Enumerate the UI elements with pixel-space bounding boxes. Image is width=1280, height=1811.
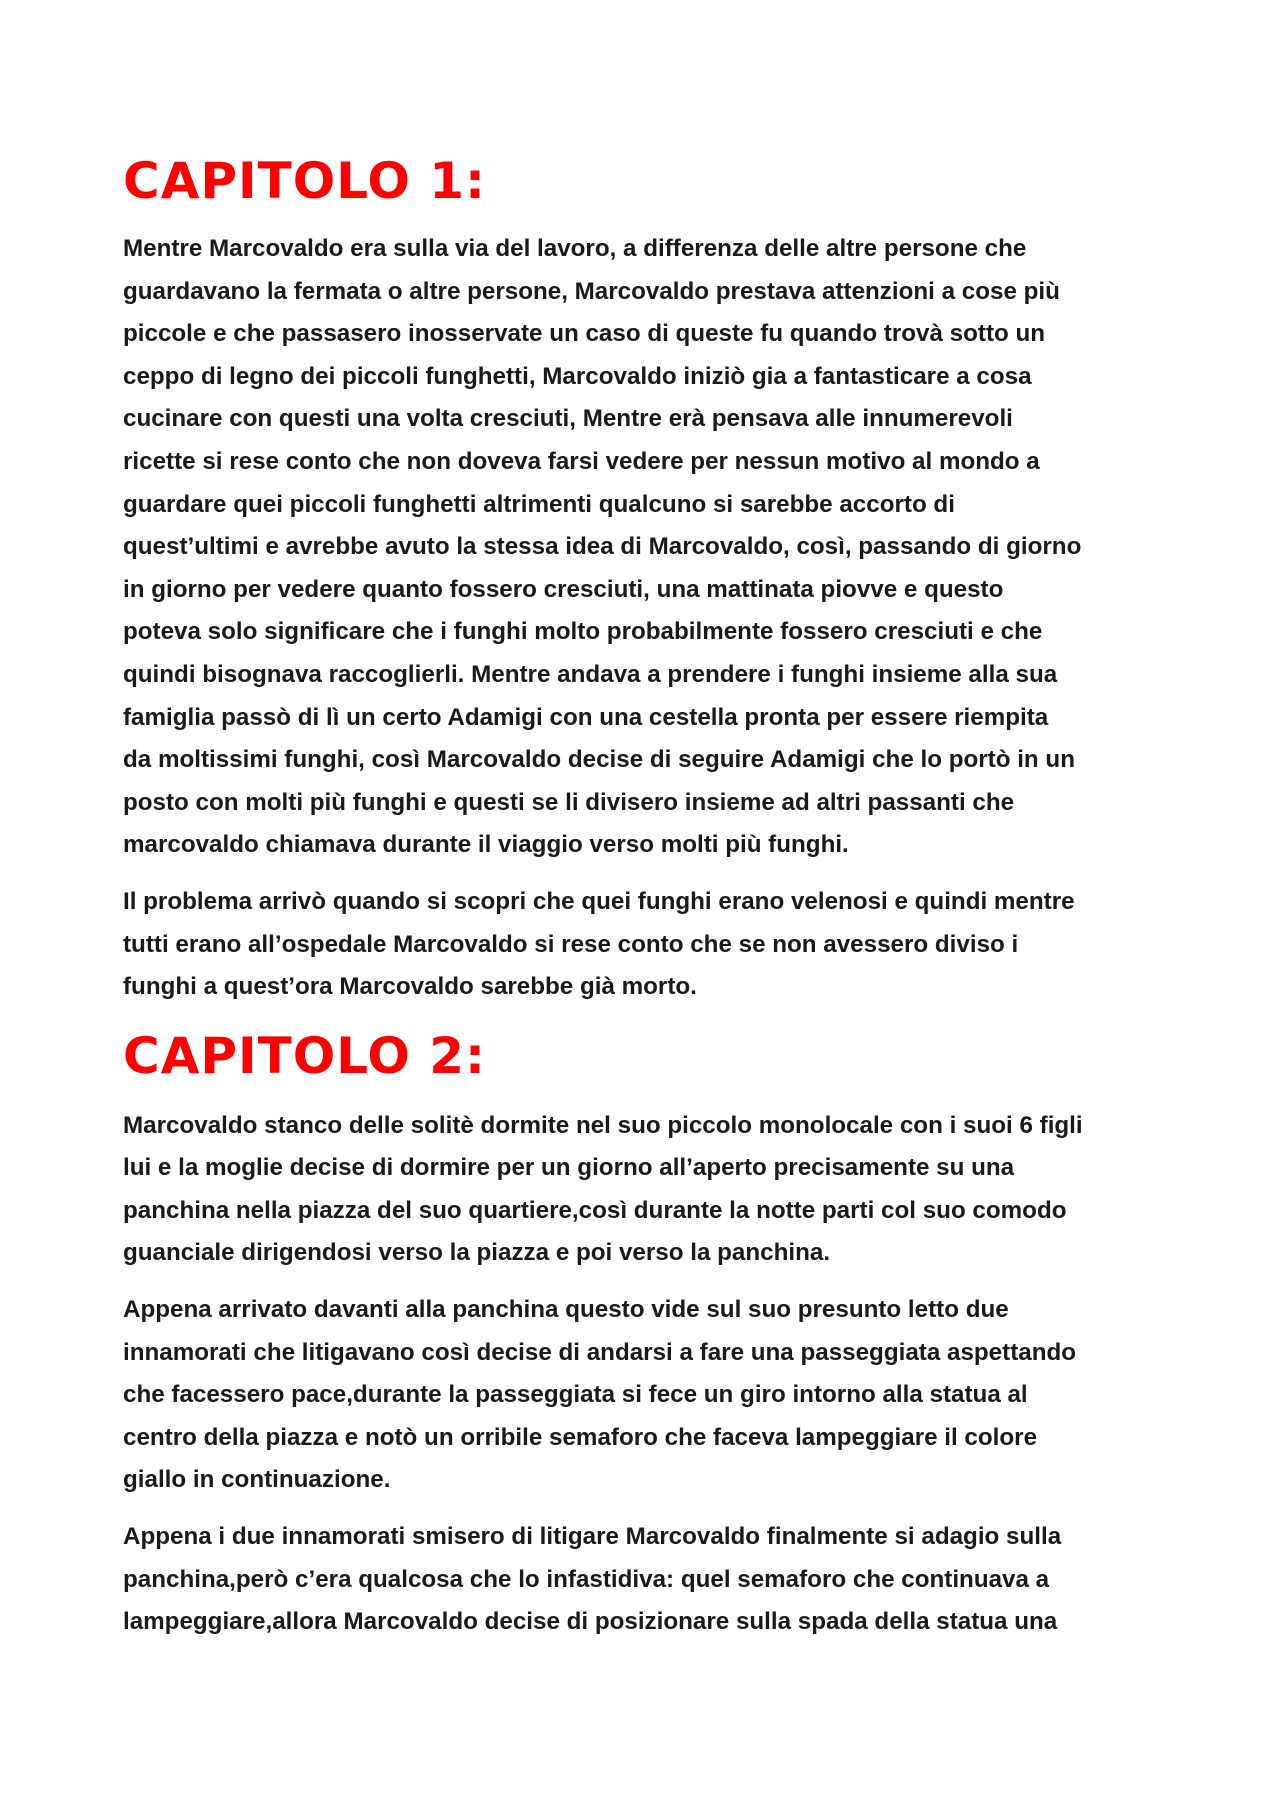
chapter-2-paragraph-1: Marcovaldo stanco delle solitè dormite nel suo piccolo monolocale con i suoi 6 figli lui e la moglie decise di dormire per un giorno all’aperto precisamente su una panchina nella piazza del suo quartiere,così durante la notte parti col suo comodo guanciale dirigendosi verso la piazza e poi verso la panchina. (123, 1111, 1083, 1267)
chapter-2-paragraph-2: Appena arrivato davanti alla panchina questo vide sul suo presunto letto due innamorati che litigavano così decise di andarsi a fare una passeggiata aspettando che facessero pace,durante la passeggiata si fece un giro intorno alla statua al centro della piazza e notò un orribile semaforo che faceva lampeggiare il colore giallo in continuazione. (123, 1296, 1077, 1494)
chapter-2-title: CAPITOLO 2: (123, 1026, 487, 1085)
chapter-1-title: CAPITOLO 1: (123, 152, 487, 210)
chapter-1-paragraph-2: Il problema arrivò quando si scopri che quei funghi erano velenosi e quindi mentre tutti erano all’ospedale Marcovaldo si rese conto che se non avessero diviso i funghi a quest’ora Marcovaldo sarebbe già morto. (123, 887, 1075, 1001)
document-page (123, 148, 1185, 1658)
chapter-2-paragraph-3: Appena i due innamorati smisero di litigare Marcovaldo finalmente si adagio sulla panchina,però c’era qualcosa che lo infastidiva: quel semaforo che continuava a lampeggiare,allora Marcovaldo decise di posizionare sulla spada della statua una (123, 1523, 1062, 1636)
chapter-1-paragraph-1: Mentre Marcovaldo era sulla via del lavoro, a differenza delle altre persone che guardavano la fermata o altre persone, Marcovaldo prestava attenzioni a cose più piccole e che passasero inosservate un caso di queste fu quando trovà sotto un ceppo di legno dei piccoli funghetti, Marcovaldo iniziò gia a fantasticare a cosa cucinare con questi una volta cresciuti, Mentre erà pensava alle innumerevoli ricette si rese conto che non doveva farsi vedere per nessun motivo al mondo a guardare quei piccoli funghetti altrimenti qualcuno si sarebbe accorto di quest’ultimi e avrebbe avuto la stessa idea di Marcovaldo, così, passando di giorno in giorno per vedere quanto fossero cresciuti, una mattinata piovve e questo poteva solo significare che i funghi molto probabilmente fossero cresciuti e che quindi bisognava raccoglierli. Mentre andava a prendere i funghi insieme alla sua famiglia passò di lì un certo Adamigi con una cestella pronta per essere riempita da moltissimi funghi, così Marcovaldo decise di seguire Adamigi che lo portò in un posto con molti più funghi e questi se li divisero insieme ad altri passanti che marcovaldo chiamava durante il viaggio verso molti più funghi. (123, 235, 1082, 859)
